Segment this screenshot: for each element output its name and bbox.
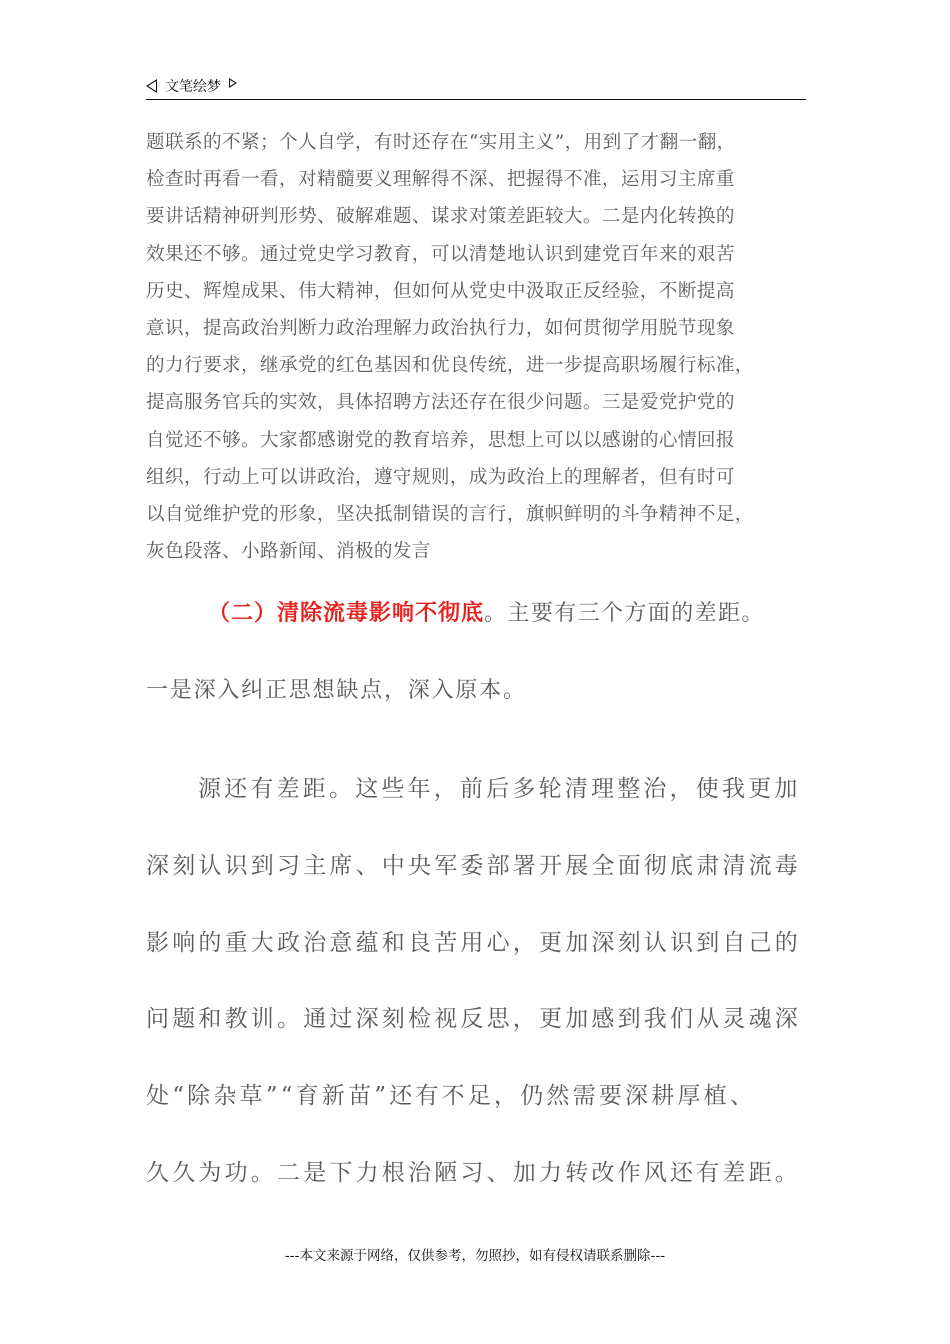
text-line: 问题和教训。通过深刻检视反思，更加感到我们从灵魂深 bbox=[146, 1006, 801, 1033]
text-line: 的力行要求，继承党的红色基因和优良传统，进一步提高职场履行标准， bbox=[146, 355, 754, 377]
text-line: 深刻认识到习主席、中央军委部署开展全面彻底肃清流毒 bbox=[146, 852, 801, 879]
triangle-left-icon bbox=[146, 79, 157, 93]
page-header bbox=[146, 74, 806, 98]
text-line: 提高服务官兵的实效，具体招聘方法还存在很少问题。三是爱党护党的 bbox=[146, 392, 735, 414]
text-line: 以自觉维护党的形象，坚决抵制错误的言行，旗帜鲜明的斗争精神不足， bbox=[146, 504, 754, 526]
header-brand: 文笔绘梦 bbox=[165, 79, 221, 95]
section-heading-line-2: 一是深入纠正思想缺点，深入原本。 bbox=[146, 678, 527, 703]
header-divider bbox=[146, 99, 806, 100]
text-line: 历史、辉煌成果、伟大精神，但如何从党史中汲取正反经验，不断提高 bbox=[146, 280, 735, 302]
text-line: 处“除杂草”“育新苗”还有不足，仍然需要深耕厚植、 bbox=[146, 1083, 757, 1110]
text-line: 要讲话精神研判形势、破解难题、谋求对策差距较大。二是内化转换的 bbox=[146, 206, 735, 228]
text-line: 组织，行动上可以讲政治，遵守规则，成为政治上的理解者，但有时可 bbox=[146, 466, 735, 488]
text-line: 灰色段落、小路新闻、消极的发言 bbox=[146, 541, 431, 563]
text-line: 效果还不够。通过党史学习教育，可以清楚地认识到建党百年来的艰苦 bbox=[146, 243, 735, 265]
paragraph-continued bbox=[146, 124, 806, 570]
text-line: 自觉还不够。大家都感谢党的教育培养，思想上可以以感谢的心情回报 bbox=[146, 429, 735, 451]
text-line: 久久为功。二是下力根治陋习、加力转改作风还有差距。 bbox=[146, 1159, 801, 1186]
paragraph-section-2 bbox=[146, 751, 816, 1212]
triangle-right-icon bbox=[229, 78, 237, 88]
text-line: 意识，提高政治判断力政治理解力政治执行力，如何贯彻学用脱节现象 bbox=[146, 318, 735, 340]
text-line: 检查时再看一看，对精髓要义理解得不深、把握得不准，运用习主席重 bbox=[146, 169, 735, 191]
section-heading-rest: 。主要有三个方面的差距。 bbox=[484, 601, 765, 626]
text-line: 影响的重大政治意蕴和良苦用心，更加深刻认识到自己的 bbox=[146, 929, 801, 956]
section-title: （二）清除流毒影响不彻底 bbox=[208, 600, 485, 626]
text-line: 源还有差距。这些年，前后多轮清理整治，使我更加 bbox=[198, 776, 801, 802]
page-footer-disclaimer: ---本文来源于网络，仅供参考，勿照抄，如有侵权请联系删除--- bbox=[284, 1248, 666, 1264]
section-heading bbox=[146, 597, 816, 630]
text-line: 题联系的不紧；个人自学，有时还存在“实用主义”，用到了才翻一翻， bbox=[146, 132, 736, 153]
